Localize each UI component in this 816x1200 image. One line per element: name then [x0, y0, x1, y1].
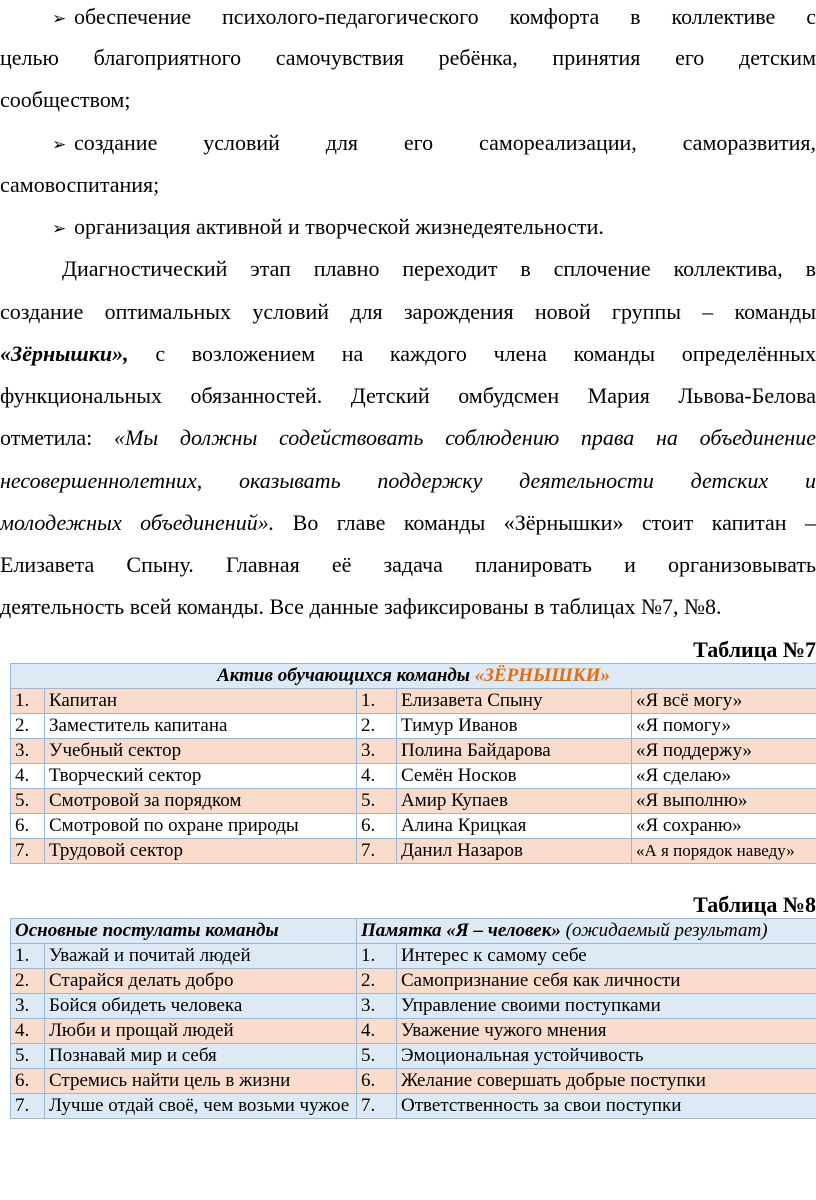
row-number: 6.	[357, 1069, 397, 1094]
motto-cell: «Я всё могу»	[632, 689, 816, 714]
role-cell: Капитан	[45, 689, 357, 714]
row-number: 5.	[11, 789, 45, 814]
bullet-item-1-line-1: ➢ обеспечение психолого-педагогического комфорта в коллективе с	[0, 2, 816, 34]
table-row	[11, 739, 816, 764]
table-row	[11, 969, 816, 994]
member-name-cell: Полина Байдарова	[397, 739, 632, 764]
paragraph-line-8: Елизавета Спыну. Главная её задача планировать и организовывать	[0, 552, 816, 577]
row-number: 1.	[357, 944, 397, 969]
table-8-caption: Таблица №8	[693, 892, 816, 917]
row-number: 7.	[11, 1094, 45, 1119]
row-number: 3.	[357, 994, 397, 1019]
row-number: 1.	[357, 689, 397, 714]
table-row	[11, 714, 816, 739]
table-7	[10, 663, 816, 864]
table-8-header-left: Основные постулаты команды	[11, 919, 357, 944]
member-name-cell: Тимур Иванов	[397, 714, 632, 739]
table-row	[11, 839, 816, 864]
table-row	[11, 994, 816, 1019]
paragraph-line-3: «Зёрнышки», с возложением на каждого члена команды определённых	[0, 341, 816, 366]
postulate-cell: Стремись найти цель в жизни	[45, 1069, 357, 1094]
member-name-cell: Елизавета Спыну	[397, 689, 632, 714]
postulate-cell: Познавай мир и себя	[45, 1044, 357, 1069]
paragraph-line-6: несовершеннолетних, оказывать поддержку деятельности детских и	[0, 468, 816, 493]
row-number: 2.	[11, 714, 45, 739]
role-cell: Заместитель капитана	[45, 714, 357, 739]
table-row	[11, 814, 816, 839]
motto-cell: «Я сохраню»	[632, 814, 816, 839]
row-number: 4.	[357, 764, 397, 789]
paragraph-line-7: молодежных объединений». Во главе команды «Зёрнышки» стоит капитан –	[0, 510, 816, 535]
motto-cell: «Я поддержу»	[632, 739, 816, 764]
role-cell: Творческий сектор	[45, 764, 357, 789]
result-cell: Интерес к самому себе	[397, 944, 816, 969]
motto-cell: «А я порядок наведу»	[632, 839, 816, 864]
row-number: 3.	[11, 994, 45, 1019]
row-number: 7.	[357, 839, 397, 864]
motto-cell: «Я сделаю»	[632, 764, 816, 789]
team-brand-label: «ЗЁРНЫШКИ»	[474, 665, 610, 686]
member-name-cell: Семён Носков	[397, 764, 632, 789]
table-8	[10, 918, 816, 1119]
table-row	[11, 1019, 816, 1044]
bullet-item-1-line-2: целью благоприятного самочувствия ребёнка, принятия его детским	[0, 45, 816, 70]
postulate-cell: Старайся делать добро	[45, 969, 357, 994]
row-number: 5.	[11, 1044, 45, 1069]
result-cell: Ответственность за свои поступки	[397, 1094, 816, 1119]
paragraph-line-4: функциональных обязанностей. Детский омбудсмен Мария Львова-Белова	[0, 383, 816, 408]
quote-text: «Мы должны содействовать соблюдению права на объединение	[113, 425, 816, 450]
row-number: 7.	[357, 1094, 397, 1119]
result-cell: Самопризнание себя как личности	[397, 969, 816, 994]
result-cell: Желание совершать добрые поступки	[397, 1069, 816, 1094]
table-row	[11, 1069, 816, 1094]
role-cell: Смотровой за порядком	[45, 789, 357, 814]
paragraph-line-5: отметила: «Мы должны содействовать соблюдению права на объединение	[0, 425, 816, 450]
row-number: 3.	[357, 739, 397, 764]
row-number: 4.	[357, 1019, 397, 1044]
table-row	[11, 1044, 816, 1069]
arrow-bullet-icon: ➢	[52, 219, 67, 239]
postulate-cell: Уважай и почитай людей	[45, 944, 357, 969]
row-number: 7.	[11, 839, 45, 864]
bullet-item-2-line-2: самовоспитания;	[0, 172, 160, 197]
paragraph-line-9: деятельность всей команды. Все данные зафиксированы в таблицах №7, №8.	[0, 594, 722, 619]
result-cell: Управление своими поступками	[397, 994, 816, 1019]
arrow-bullet-icon: ➢	[52, 135, 67, 155]
table-row	[11, 1094, 816, 1119]
role-cell: Смотровой по охране природы	[45, 814, 357, 839]
table-7-caption: Таблица №7	[693, 637, 816, 662]
bullet-item-3-line-1: ➢ организация активной и творческой жизнедеятельности.	[0, 212, 816, 244]
row-number: 1.	[11, 689, 45, 714]
row-number: 6.	[11, 1069, 45, 1094]
table-row	[11, 944, 816, 969]
row-number: 4.	[11, 764, 45, 789]
motto-cell: «Я выполню»	[632, 789, 816, 814]
row-number: 3.	[11, 739, 45, 764]
table-row	[11, 689, 816, 714]
role-cell: Учебный сектор	[45, 739, 357, 764]
row-number: 6.	[357, 814, 397, 839]
arrow-bullet-icon: ➢	[52, 9, 67, 29]
table-7-header: Актив обучающихся команды «ЗЁРНЫШКИ»	[11, 664, 816, 689]
paragraph-line-1: Диагностический этап плавно переходит в сплочение коллектива, в	[62, 256, 816, 281]
role-cell: Трудовой сектор	[45, 839, 357, 864]
row-number: 2.	[357, 714, 397, 739]
row-number: 5.	[357, 1044, 397, 1069]
row-number: 6.	[11, 814, 45, 839]
table-row	[11, 789, 816, 814]
postulate-cell: Бойся обидеть человека	[45, 994, 357, 1019]
bullet-item-1-line-3: сообществом;	[0, 87, 131, 112]
bullet-item-2-line-1: ➢ создание условий для его самореализации, саморазвития,	[0, 128, 816, 160]
row-number: 4.	[11, 1019, 45, 1044]
paragraph-line-2: создание оптимальных условий для зарождения новой группы – команды	[0, 299, 816, 324]
postulate-cell: Люби и прощай людей	[45, 1019, 357, 1044]
result-cell: Уважение чужого мнения	[397, 1019, 816, 1044]
row-number: 2.	[11, 969, 45, 994]
member-name-cell: Алина Крицкая	[397, 814, 632, 839]
table-row	[11, 764, 816, 789]
motto-cell: «Я помогу»	[632, 714, 816, 739]
member-name-cell: Амир Купаев	[397, 789, 632, 814]
row-number: 1.	[11, 944, 45, 969]
team-name: «Зёрнышки»,	[0, 341, 129, 366]
postulate-cell: Лучше отдай своё, чем возьми чужое	[45, 1094, 357, 1119]
result-cell: Эмоциональная устойчивость	[397, 1044, 816, 1069]
row-number: 5.	[357, 789, 397, 814]
table-8-header-right: Памятка «Я – человек» (ожидаемый результат)	[357, 919, 816, 944]
member-name-cell: Данил Назаров	[397, 839, 632, 864]
row-number: 2.	[357, 969, 397, 994]
